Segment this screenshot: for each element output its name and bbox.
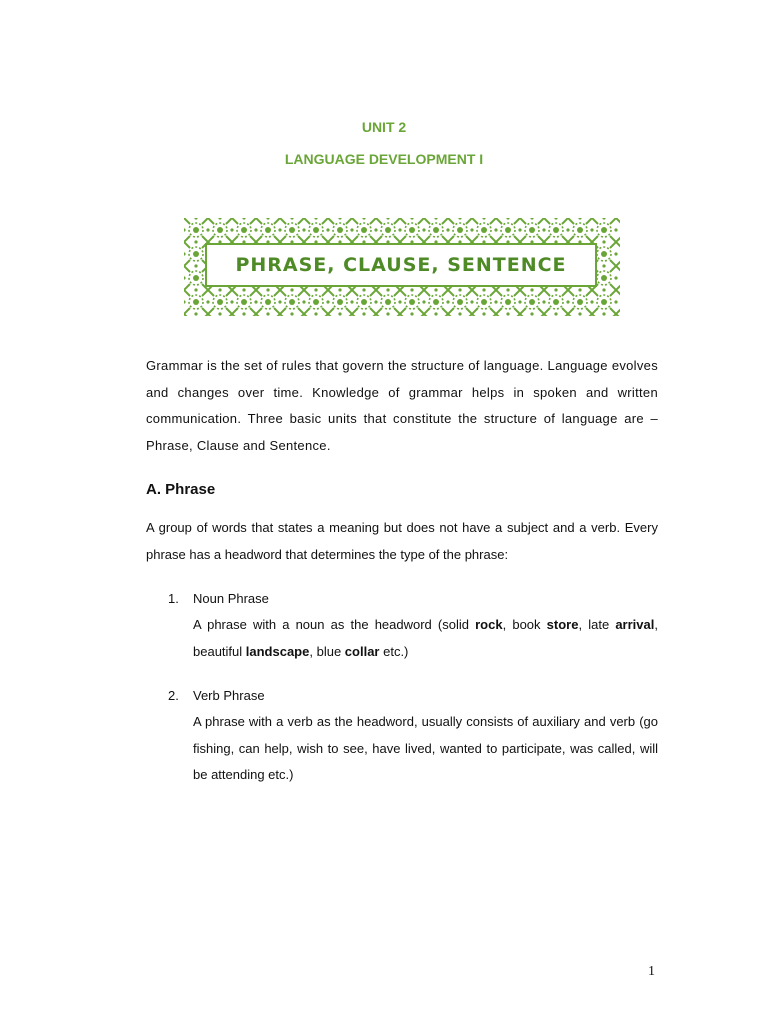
verb-phrase-description: A phrase with a verb as the headword, usually consists of auxiliary and verb (go fishing, can help, wish to see, have lived, wanted to participate, was called, will be attending etc.) [193,714,658,782]
unit-label: UNIT 2 [361,119,407,135]
section-a-heading: A. Phrase [146,481,216,498]
banner-title: PHRASE, CLAUSE, SENTENCE [235,254,567,276]
example-plain: blue [316,643,345,659]
example-headword: store [546,617,579,632]
example-headword: rock [475,617,503,632]
list-number: 1. [168,591,179,606]
page-number: 1 [648,964,655,979]
example-headword: arrival [615,617,655,632]
example-plain: book [512,617,547,632]
phrase-definition: A group of words that states a meaning but does not have a subject and a verb. Every phrase has a headword that determines the type of the phrase: [146,520,658,562]
intro-paragraph: Grammar is the set of rules that govern the structure of language. Language evolves and changes over time. Knowledge of grammar helps in spoken and written communication. Three basic units that constitute the structure of language are – Phrase, Clause and Sentence. [146,358,658,453]
example-suffix: etc.) [379,643,409,659]
example-headword: collar [344,643,380,659]
list-number: 2. [168,688,179,703]
title-banner [184,218,620,316]
example-headword: landscape [245,643,310,659]
example-plain: beautiful [193,643,246,659]
noun-phrase-description: A phrase with a noun as the headword (solid rock, book store, late arrival, beautiful landscape, blue collar etc.) [193,617,658,659]
unit-subtitle: LANGUAGE DEVELOPMENT I [284,151,484,167]
noun-phrase-title: Noun Phrase [193,591,269,606]
verb-phrase-title: Verb Phrase [193,688,265,703]
example-plain: late [588,617,616,632]
example-plain: solid [442,617,476,632]
